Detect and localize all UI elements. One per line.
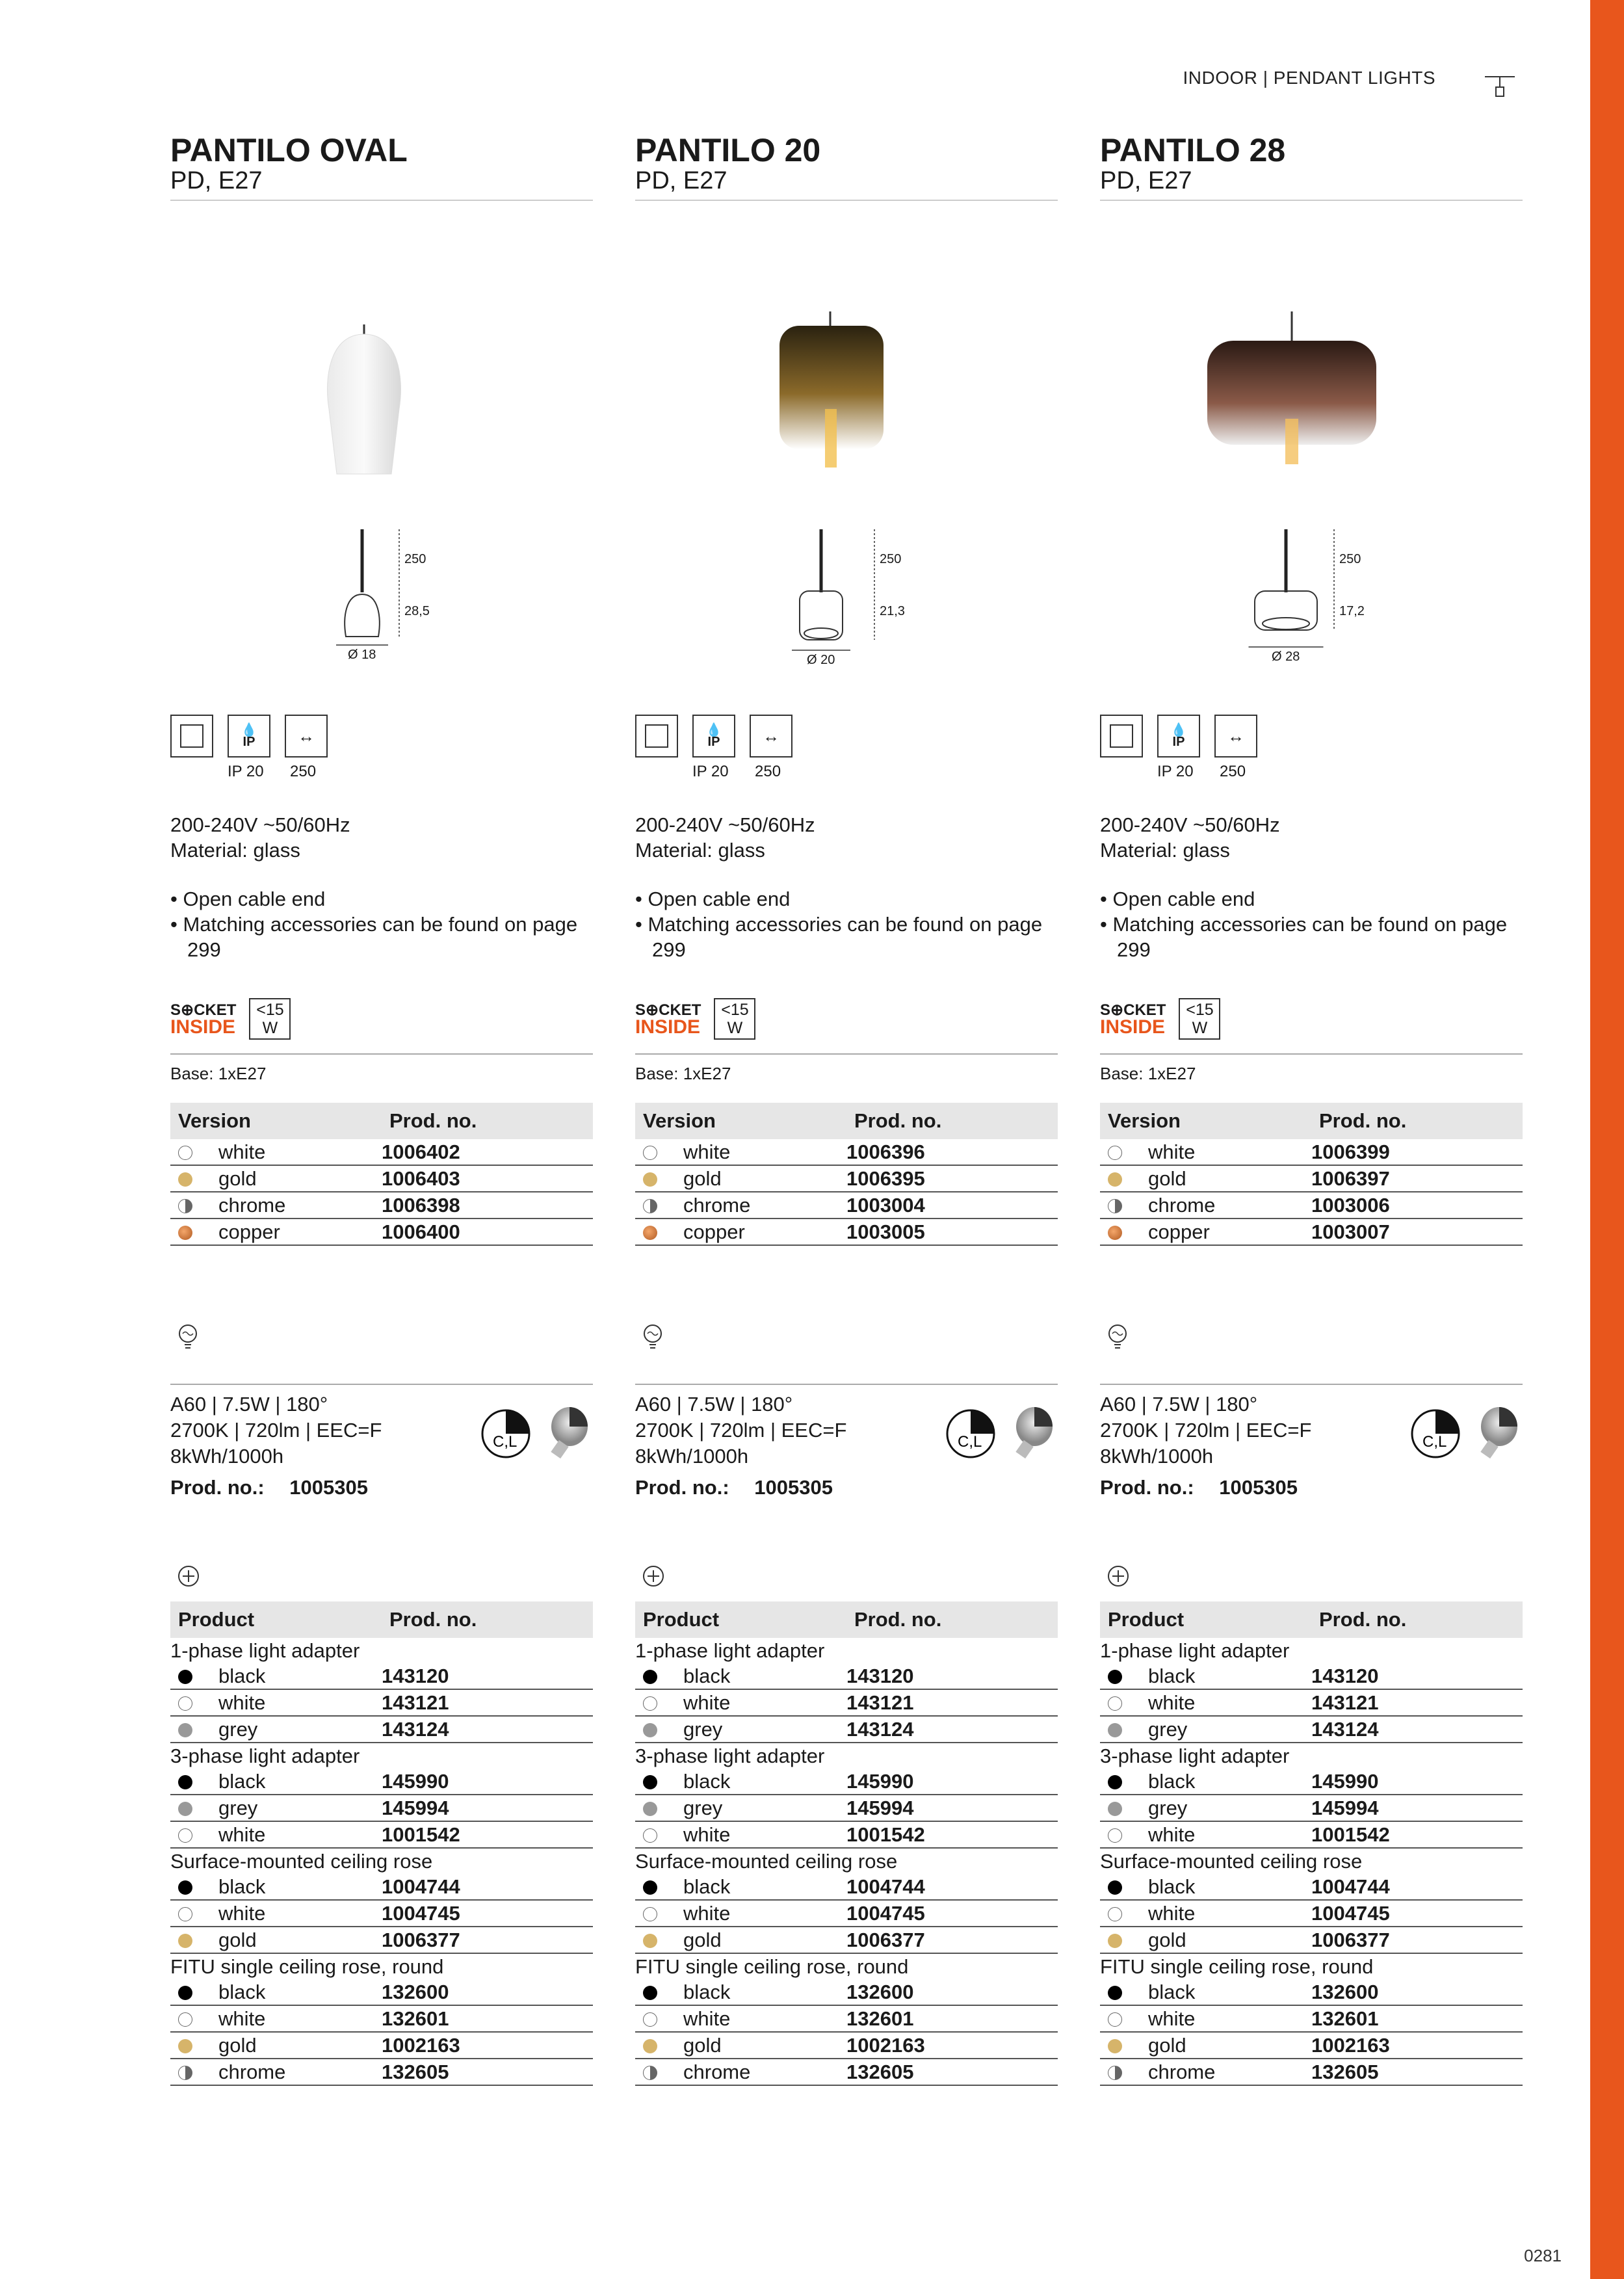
product-title: PANTILO 20 [635, 132, 821, 168]
gold-swatch-icon [643, 1172, 657, 1187]
lamp-spec-3: 8kWh/1000h [635, 1445, 749, 1468]
version-prod-no: 1006399 [1311, 1139, 1523, 1165]
grey-swatch-icon [1108, 1723, 1122, 1737]
gold-swatch-icon [1108, 1934, 1122, 1948]
lamp-spec-2: 2700K | 720lm | EEC=F [170, 1419, 382, 1442]
cable-length-label: 250 [755, 763, 781, 780]
dimmable-cl-icon [1409, 1408, 1461, 1460]
accessory-group-name: FITU single ceiling rose, round [1100, 1955, 1374, 1978]
copper-swatch-icon [178, 1226, 192, 1240]
version-prod-no: 1006398 [382, 1192, 593, 1219]
accessory-group-row [635, 1743, 1058, 1769]
accessory-prod-no: 132605 [846, 2059, 1058, 2085]
material-spec: Material: glass [635, 839, 765, 862]
lightbulb-icon [1107, 1324, 1129, 1351]
accessory-group-row [1100, 1638, 1523, 1663]
product-title: PANTILO 28 [1100, 132, 1286, 168]
base-info: Base: 1xE27 [635, 1064, 731, 1083]
voltage-spec: 200-240V ~50/60Hz [170, 813, 350, 836]
accessory-row: grey 145994 [1100, 1795, 1523, 1821]
version-header: Version [635, 1103, 846, 1139]
voltage-spec: 200-240V ~50/60Hz [1100, 813, 1280, 836]
accessory-group-row [1100, 1743, 1523, 1769]
accessory-prod-no: 132601 [846, 2005, 1058, 2032]
accessory-prod-no: 143124 [846, 1716, 1058, 1743]
accessory-prod-no: 1001542 [382, 1821, 593, 1848]
cable-length-icon: ↔ [750, 715, 792, 757]
cl-text: C,L [1422, 1433, 1447, 1451]
accessories-plus-icon [1107, 1561, 1130, 1592]
dim-cable-length: 250 [404, 552, 426, 566]
lightbulb-icon [642, 1324, 664, 1351]
accessory-prod-no: 132601 [1311, 2005, 1523, 2032]
ip-rating-icon: 💧 IP [692, 715, 735, 757]
lamp-spec-3: 8kWh/1000h [170, 1445, 284, 1468]
accessory-prod-no: 132600 [1311, 1979, 1523, 2005]
black-swatch-icon [1108, 1670, 1122, 1684]
accessory-prod-no: 145994 [382, 1795, 593, 1821]
chrome-swatch-icon [1108, 2066, 1122, 2080]
bulb-photo [1471, 1404, 1523, 1463]
accessory-group-row [170, 1848, 593, 1874]
watt-limit-badge: <15 W [249, 998, 291, 1040]
accessory-prod-no: 145990 [382, 1769, 593, 1795]
accessories-plus-icon [642, 1561, 665, 1592]
copper-swatch-icon [643, 1226, 657, 1240]
accessory-row: white 132601 [1100, 2005, 1523, 2032]
accessory-group-name: 1-phase light adapter [635, 1639, 825, 1662]
grey-swatch-icon [643, 1723, 657, 1737]
version-prod-no: 1003005 [846, 1219, 1058, 1245]
page-number: 0281 [1524, 2246, 1562, 2265]
accessory-prod-no: 145994 [1311, 1795, 1523, 1821]
dimension-drawing [635, 481, 1058, 702]
dim-diameter: Ø 18 [348, 648, 376, 662]
accessory-group-name: 3-phase light adapter [170, 1744, 360, 1767]
grey-swatch-icon [178, 1802, 192, 1816]
grey-swatch-icon [1108, 1802, 1122, 1816]
accessory-group-row [1100, 1848, 1523, 1874]
accessory-prod-no: 145990 [846, 1769, 1058, 1795]
accessory-row: black 143120 [635, 1663, 1058, 1689]
copper-swatch-icon [1108, 1226, 1122, 1240]
base-info: Base: 1xE27 [170, 1064, 267, 1083]
accessory-prod-no: 1001542 [846, 1821, 1058, 1848]
accessory-prod-no: 143120 [382, 1663, 593, 1689]
cable-length-label: 250 [1220, 763, 1246, 780]
chrome-swatch-icon [178, 2066, 192, 2080]
accessory-row: grey 143124 [170, 1716, 593, 1743]
accessory-row: white 1001542 [1100, 1821, 1523, 1848]
lamp-info [1100, 1385, 1523, 1522]
accessory-prod-no: 1004744 [1311, 1874, 1523, 1900]
accessory-row: grey 143124 [635, 1716, 1058, 1743]
accessory-row: gold 1006377 [170, 1927, 593, 1953]
white-swatch-icon [1108, 1828, 1122, 1843]
accessory-prod-no: 1004744 [846, 1874, 1058, 1900]
accessory-row: black 1004744 [635, 1874, 1058, 1900]
accessory-row: gold 1006377 [1100, 1927, 1523, 1953]
dim-cable-length: 250 [880, 552, 902, 566]
ip-rating-label: IP 20 [228, 763, 264, 780]
accessory-row: white 1004745 [1100, 1900, 1523, 1927]
version-prod-no: 1006400 [382, 1219, 593, 1245]
cable-length-icon: ↔ [1214, 715, 1257, 757]
accessory-prod-no: 145990 [1311, 1769, 1523, 1795]
accessory-row: black 145990 [1100, 1769, 1523, 1795]
product-column [635, 133, 1058, 2086]
lamp-spec-1: A60 | 7.5W | 180° [1100, 1393, 1258, 1416]
version-row: copper 1006400 [170, 1219, 593, 1245]
category-header: INDOOR | PENDANT LIGHTS [1183, 68, 1435, 88]
accessory-row: chrome 132605 [1100, 2059, 1523, 2085]
lamp-spec-2: 2700K | 720lm | EEC=F [635, 1419, 847, 1442]
accessory-row: black 143120 [170, 1663, 593, 1689]
accessory-group-row [635, 1638, 1058, 1663]
black-swatch-icon [1108, 1986, 1122, 2000]
versions-table [1100, 1103, 1523, 1246]
product-photo [635, 201, 1058, 481]
accessory-group-name: 3-phase light adapter [1100, 1744, 1290, 1767]
accessory-prod-no: 132600 [846, 1979, 1058, 2005]
dim-height: 28,5 [404, 604, 430, 618]
product-title: PANTILO OVAL [170, 132, 408, 168]
accessory-row: black 132600 [1100, 1979, 1523, 2005]
version-prod-no: 1003006 [1311, 1192, 1523, 1219]
product-subtitle: PD, E27 [1100, 167, 1523, 201]
accessory-prod-no: 143124 [382, 1716, 593, 1743]
version-row: white 1006402 [170, 1139, 593, 1165]
accessory-group-name: 1-phase light adapter [1100, 1639, 1290, 1662]
black-swatch-icon [643, 1775, 657, 1789]
class-ii-icon [635, 715, 678, 757]
accessory-row: gold 1002163 [635, 2032, 1058, 2059]
bullet-accessories: • Matching accessories can be found on page 299 [1100, 913, 1508, 961]
product-column [1100, 133, 1523, 2086]
accessory-prod-no: 1001542 [1311, 1821, 1523, 1848]
version-prod-no: 1006395 [846, 1165, 1058, 1192]
accessory-prod-no: 132605 [382, 2059, 593, 2085]
black-swatch-icon [1108, 1775, 1122, 1789]
accessory-row: white 1001542 [170, 1821, 593, 1848]
acc-prod-no-header: Prod. no. [382, 1601, 593, 1638]
version-row: white 1006396 [635, 1139, 1058, 1165]
chrome-swatch-icon [643, 1199, 657, 1213]
accessory-row: black 1004744 [170, 1874, 593, 1900]
accessory-prod-no: 143121 [846, 1689, 1058, 1716]
gold-swatch-icon [1108, 2039, 1122, 2053]
accessory-prod-no: 1004744 [382, 1874, 593, 1900]
ip-rating-icon: 💧 IP [228, 715, 270, 757]
accessory-row: black 143120 [1100, 1663, 1523, 1689]
cl-text: C,L [493, 1433, 517, 1451]
accessory-row: chrome 132605 [635, 2059, 1058, 2085]
accessory-prod-no: 143120 [846, 1663, 1058, 1689]
bullet-open-cable: • Open cable end [170, 888, 326, 910]
dimension-drawing [170, 481, 593, 702]
black-swatch-icon [1108, 1880, 1122, 1895]
version-prod-no: 1006397 [1311, 1165, 1523, 1192]
grey-swatch-icon [178, 1723, 192, 1737]
accessory-row: white 132601 [635, 2005, 1058, 2032]
accessory-row: black 1004744 [1100, 1874, 1523, 1900]
white-swatch-icon [178, 1828, 192, 1843]
cl-text: C,L [958, 1433, 982, 1451]
product-subtitle: PD, E27 [635, 167, 1058, 201]
version-header: Version [1100, 1103, 1311, 1139]
lamp-spec-3: 8kWh/1000h [1100, 1445, 1214, 1468]
accessory-group-name: Surface-mounted ceiling rose [635, 1849, 898, 1873]
accessory-row: white 132601 [170, 2005, 593, 2032]
accessory-prod-no: 143121 [382, 1689, 593, 1716]
socket-inside-logo: S⊕CKET INSIDE [1100, 1001, 1166, 1038]
version-row: chrome 1003004 [635, 1192, 1058, 1219]
lamp-prod-no: Prod. no.: 1005305 [635, 1476, 833, 1499]
accessory-row: white 1004745 [635, 1900, 1058, 1927]
accessory-row: grey 143124 [1100, 1716, 1523, 1743]
accessory-row: white 143121 [1100, 1689, 1523, 1716]
material-spec: Material: glass [170, 839, 300, 862]
version-row: chrome 1003006 [1100, 1192, 1523, 1219]
bulb-photo [1006, 1404, 1058, 1463]
ip-rating-label: IP 20 [692, 763, 729, 780]
accessory-row: white 1004745 [170, 1900, 593, 1927]
white-swatch-icon [178, 1696, 192, 1711]
accessory-group-name: 1-phase light adapter [170, 1639, 360, 1662]
grey-swatch-icon [643, 1802, 657, 1816]
version-row: gold 1006397 [1100, 1165, 1523, 1192]
accessory-prod-no: 1004745 [1311, 1900, 1523, 1927]
accessory-group-name: 3-phase light adapter [635, 1744, 825, 1767]
version-row: copper 1003005 [635, 1219, 1058, 1245]
accessory-group-name: FITU single ceiling rose, round [170, 1955, 444, 1978]
white-swatch-icon [1108, 1696, 1122, 1711]
accessory-row: black 132600 [635, 1979, 1058, 2005]
version-prod-no: 1006403 [382, 1165, 593, 1192]
gold-swatch-icon [1108, 1172, 1122, 1187]
accessory-group-row [1100, 1953, 1523, 1979]
class-ii-icon [1100, 715, 1143, 757]
accessory-row: black 145990 [635, 1769, 1058, 1795]
lamp-info [170, 1385, 593, 1522]
version-row: copper 1003007 [1100, 1219, 1523, 1245]
dim-diameter: Ø 20 [807, 653, 835, 667]
version-prod-no: 1006396 [846, 1139, 1058, 1165]
accessory-group-row [170, 1743, 593, 1769]
chrome-swatch-icon [178, 1199, 192, 1213]
lamp-spec-2: 2700K | 720lm | EEC=F [1100, 1419, 1312, 1442]
versions-table [635, 1103, 1058, 1246]
white-swatch-icon [178, 2012, 192, 2027]
accessory-group-row [635, 1953, 1058, 1979]
prod-no-header: Prod. no. [1311, 1103, 1523, 1139]
accessories-table [635, 1601, 1058, 2086]
chrome-swatch-icon [643, 2066, 657, 2080]
version-row: gold 1006403 [170, 1165, 593, 1192]
black-swatch-icon [178, 1880, 192, 1895]
bullet-open-cable: • Open cable end [635, 888, 791, 910]
acc-prod-no-header: Prod. no. [1311, 1601, 1523, 1638]
dim-cable-length: 250 [1339, 552, 1361, 566]
accessory-prod-no: 1006377 [846, 1927, 1058, 1953]
accessory-row: chrome 132605 [170, 2059, 593, 2085]
cable-length-icon: ↔ [285, 715, 328, 757]
accessory-row: white 1001542 [635, 1821, 1058, 1848]
accessory-prod-no: 143124 [1311, 1716, 1523, 1743]
accessory-prod-no: 1006377 [382, 1927, 593, 1953]
product-header: Product [635, 1601, 846, 1638]
product-header: Product [1100, 1601, 1311, 1638]
dim-height: 21,3 [880, 604, 905, 618]
accessory-row: black 145990 [170, 1769, 593, 1795]
accessory-prod-no: 132601 [382, 2005, 593, 2032]
ip-rating-icon: 💧 IP [1157, 715, 1200, 757]
socket-inside-logo: S⊕CKET INSIDE [635, 1001, 701, 1038]
accessory-group-name: FITU single ceiling rose, round [635, 1955, 909, 1978]
watt-limit-badge: <15 W [1179, 998, 1220, 1040]
lamp-spec-1: A60 | 7.5W | 180° [635, 1393, 793, 1416]
product-photo [170, 201, 593, 481]
white-swatch-icon [1108, 1146, 1122, 1160]
version-prod-no: 1006402 [382, 1139, 593, 1165]
accessory-group-row [170, 1953, 593, 1979]
accessory-row: white 143121 [635, 1689, 1058, 1716]
orange-side-bar [1590, 0, 1624, 2279]
dim-height: 17,2 [1339, 604, 1365, 618]
black-swatch-icon [178, 1670, 192, 1684]
accessory-prod-no: 1004745 [846, 1900, 1058, 1927]
versions-table [170, 1103, 593, 1246]
accessory-prod-no: 1002163 [382, 2032, 593, 2059]
accessory-row: black 132600 [170, 1979, 593, 2005]
lamp-prod-no: Prod. no.: 1005305 [1100, 1476, 1298, 1499]
lamp-info [635, 1385, 1058, 1522]
lamp-spec-1: A60 | 7.5W | 180° [170, 1393, 328, 1416]
accessory-group-name: Surface-mounted ceiling rose [170, 1849, 433, 1873]
ip-rating-label: IP 20 [1157, 763, 1194, 780]
base-info: Base: 1xE27 [1100, 1064, 1196, 1083]
gold-swatch-icon [178, 2039, 192, 2053]
accessories-table [170, 1601, 593, 2086]
accessory-prod-no: 143121 [1311, 1689, 1523, 1716]
version-row: chrome 1006398 [170, 1192, 593, 1219]
dimmable-cl-icon [945, 1408, 997, 1460]
bulb-photo [541, 1404, 593, 1463]
accessory-group-row [635, 1848, 1058, 1874]
accessory-prod-no: 1002163 [846, 2032, 1058, 2059]
accessory-prod-no: 132605 [1311, 2059, 1523, 2085]
lamp-prod-no: Prod. no.: 1005305 [170, 1476, 368, 1499]
black-swatch-icon [178, 1986, 192, 2000]
dimension-drawing [1100, 481, 1523, 702]
gold-swatch-icon [643, 1934, 657, 1948]
accessory-group-name: Surface-mounted ceiling rose [1100, 1849, 1363, 1873]
black-swatch-icon [643, 1986, 657, 2000]
accessories-plus-icon [177, 1561, 200, 1592]
product-photo [1100, 201, 1523, 481]
white-swatch-icon [643, 1696, 657, 1711]
dim-diameter: Ø 28 [1272, 650, 1300, 664]
lightbulb-icon [177, 1324, 199, 1351]
bullet-accessories: • Matching accessories can be found on page 299 [635, 913, 1043, 961]
accessory-row: gold 1006377 [635, 1927, 1058, 1953]
version-row: white 1006399 [1100, 1139, 1523, 1165]
accessory-prod-no: 132600 [382, 1979, 593, 2005]
black-swatch-icon [643, 1670, 657, 1684]
bullet-open-cable: • Open cable end [1100, 888, 1255, 910]
black-swatch-icon [643, 1880, 657, 1895]
version-header: Version [170, 1103, 382, 1139]
gold-swatch-icon [643, 2039, 657, 2053]
dimmable-cl-icon [480, 1408, 532, 1460]
gold-swatch-icon [178, 1934, 192, 1948]
prod-no-header: Prod. no. [382, 1103, 593, 1139]
white-swatch-icon [643, 1828, 657, 1843]
white-swatch-icon [178, 1907, 192, 1921]
white-swatch-icon [1108, 1907, 1122, 1921]
material-spec: Material: glass [1100, 839, 1230, 862]
product-subtitle: PD, E27 [170, 167, 593, 201]
gold-swatch-icon [178, 1172, 192, 1187]
product-column [170, 133, 593, 2086]
accessory-prod-no: 1002163 [1311, 2032, 1523, 2059]
version-row: gold 1006395 [635, 1165, 1058, 1192]
accessory-prod-no: 143120 [1311, 1663, 1523, 1689]
black-swatch-icon [178, 1775, 192, 1789]
bullet-accessories: • Matching accessories can be found on page 299 [170, 913, 578, 961]
socket-inside-logo: S⊕CKET INSIDE [170, 1001, 237, 1038]
watt-limit-badge: <15 W [714, 998, 755, 1040]
accessory-prod-no: 1006377 [1311, 1927, 1523, 1953]
white-swatch-icon [643, 2012, 657, 2027]
voltage-spec: 200-240V ~50/60Hz [635, 813, 815, 836]
cable-length-label: 250 [290, 763, 317, 780]
accessory-row: grey 145994 [170, 1795, 593, 1821]
prod-no-header: Prod. no. [846, 1103, 1058, 1139]
white-swatch-icon [643, 1146, 657, 1160]
version-prod-no: 1003004 [846, 1192, 1058, 1219]
white-swatch-icon [178, 1146, 192, 1160]
accessory-prod-no: 1004745 [382, 1900, 593, 1927]
accessory-row: grey 145994 [635, 1795, 1058, 1821]
accessory-prod-no: 145994 [846, 1795, 1058, 1821]
accessories-table [1100, 1601, 1523, 2086]
accessory-group-row [170, 1638, 593, 1663]
white-swatch-icon [1108, 2012, 1122, 2027]
accessory-row: white 143121 [170, 1689, 593, 1716]
product-header: Product [170, 1601, 382, 1638]
version-prod-no: 1003007 [1311, 1219, 1523, 1245]
accessory-row: gold 1002163 [1100, 2032, 1523, 2059]
acc-prod-no-header: Prod. no. [846, 1601, 1058, 1638]
white-swatch-icon [643, 1907, 657, 1921]
accessory-row: gold 1002163 [170, 2032, 593, 2059]
pendant-light-icon [1484, 73, 1516, 105]
class-ii-icon [170, 715, 213, 757]
chrome-swatch-icon [1108, 1199, 1122, 1213]
